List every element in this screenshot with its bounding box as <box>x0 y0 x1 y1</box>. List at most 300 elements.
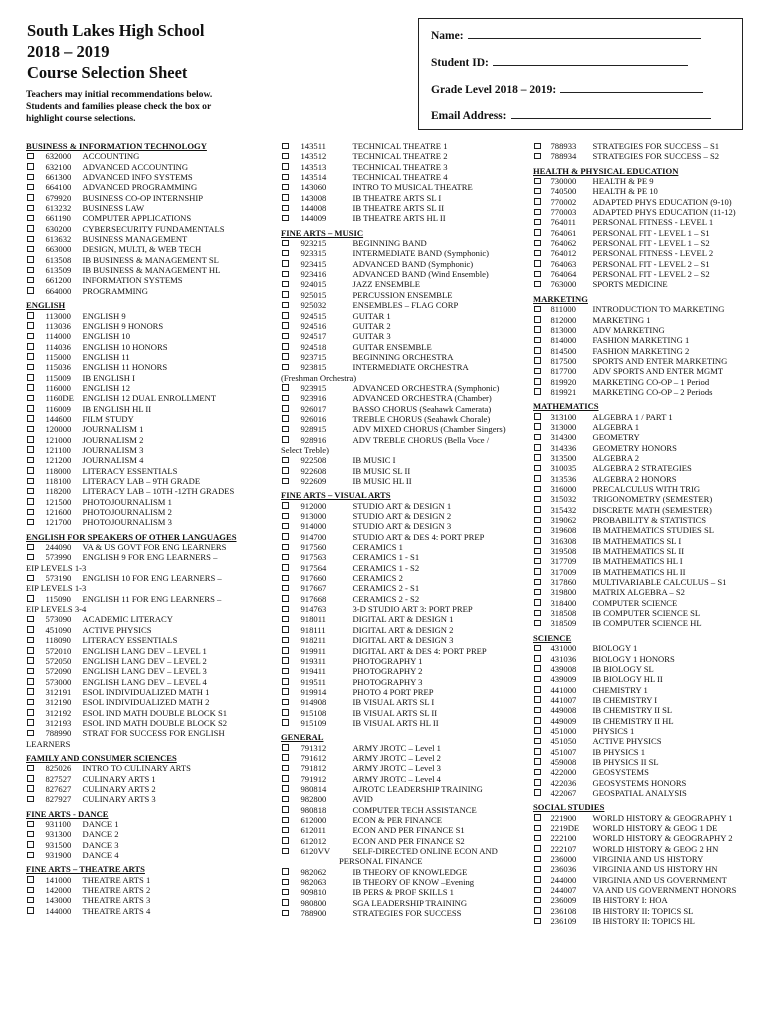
course-row[interactable] <box>281 193 521 203</box>
course-row[interactable] <box>533 885 758 895</box>
course-row[interactable] <box>26 507 252 517</box>
course-checkbox[interactable] <box>282 353 289 360</box>
course-checkbox[interactable] <box>27 153 34 160</box>
course-checkbox[interactable] <box>282 848 289 855</box>
course-checkbox[interactable] <box>534 178 541 185</box>
course-row[interactable] <box>533 767 758 777</box>
course-row[interactable] <box>533 515 758 525</box>
course-checkbox[interactable] <box>534 825 541 832</box>
course-row[interactable] <box>281 887 521 897</box>
course-row[interactable] <box>281 794 521 804</box>
course-checkbox[interactable] <box>27 876 34 883</box>
course-row[interactable] <box>281 898 521 908</box>
course-checkbox[interactable] <box>282 281 289 288</box>
course-checkbox[interactable] <box>534 357 541 364</box>
course-checkbox[interactable] <box>27 184 34 191</box>
course-row[interactable] <box>533 788 758 798</box>
course-row[interactable] <box>533 778 758 788</box>
course-checkbox[interactable] <box>27 509 34 516</box>
course-checkbox[interactable] <box>27 415 34 422</box>
course-checkbox[interactable] <box>282 163 289 170</box>
course-row[interactable] <box>26 193 252 203</box>
course-row[interactable] <box>281 532 521 542</box>
course-checkbox[interactable] <box>282 271 289 278</box>
course-row[interactable] <box>26 497 252 507</box>
course-checkbox[interactable] <box>282 765 289 772</box>
course-row[interactable] <box>281 203 521 213</box>
course-row[interactable] <box>533 577 758 587</box>
course-checkbox[interactable] <box>282 544 289 551</box>
course-row[interactable] <box>533 356 758 366</box>
course-row[interactable] <box>281 542 521 552</box>
course-row[interactable] <box>281 321 521 331</box>
course-row[interactable] <box>26 763 252 773</box>
course-row[interactable] <box>281 687 521 697</box>
course-row[interactable] <box>281 836 521 846</box>
course-row[interactable] <box>281 342 521 352</box>
course-checkbox[interactable] <box>27 907 34 914</box>
course-row[interactable] <box>26 476 252 486</box>
course-row[interactable] <box>533 833 758 843</box>
course-row[interactable] <box>533 366 758 376</box>
course-checkbox[interactable] <box>27 312 34 319</box>
course-checkbox[interactable] <box>27 688 34 695</box>
course-row[interactable] <box>281 867 521 877</box>
course-row[interactable] <box>281 269 521 279</box>
course-row[interactable] <box>533 325 758 335</box>
course-row[interactable] <box>533 598 758 608</box>
course-row[interactable] <box>281 583 521 593</box>
course-row[interactable] <box>281 743 521 753</box>
course-row[interactable] <box>533 525 758 535</box>
name-blank[interactable] <box>468 28 701 39</box>
course-row[interactable] <box>281 404 521 414</box>
course-checkbox[interactable] <box>534 610 541 617</box>
course-checkbox[interactable] <box>534 209 541 216</box>
course-row[interactable] <box>26 466 252 476</box>
course-checkbox[interactable] <box>282 426 289 433</box>
course-row[interactable] <box>533 412 758 422</box>
course-checkbox[interactable] <box>534 434 541 441</box>
course-checkbox[interactable] <box>282 806 289 813</box>
course-row[interactable] <box>26 311 252 321</box>
course-checkbox[interactable] <box>27 657 34 664</box>
course-row[interactable] <box>281 151 521 161</box>
course-checkbox[interactable] <box>27 678 34 685</box>
course-checkbox[interactable] <box>534 599 541 606</box>
course-checkbox[interactable] <box>282 678 289 685</box>
course-row[interactable] <box>533 844 758 854</box>
course-checkbox[interactable] <box>282 260 289 267</box>
course-checkbox[interactable] <box>282 250 289 257</box>
course-row[interactable] <box>26 594 252 604</box>
course-checkbox[interactable] <box>27 775 34 782</box>
course-row[interactable] <box>26 840 252 850</box>
course-checkbox[interactable] <box>282 215 289 222</box>
course-row[interactable] <box>281 784 521 794</box>
course-checkbox[interactable] <box>534 748 541 755</box>
course-row[interactable] <box>26 625 252 635</box>
course-row[interactable] <box>533 141 758 151</box>
course-checkbox[interactable] <box>534 188 541 195</box>
course-checkbox[interactable] <box>282 575 289 582</box>
course-checkbox[interactable] <box>282 240 289 247</box>
course-checkbox[interactable] <box>534 645 541 652</box>
course-checkbox[interactable] <box>27 637 34 644</box>
course-row[interactable] <box>26 687 252 697</box>
course-row[interactable] <box>533 705 758 715</box>
course-row[interactable] <box>26 774 252 784</box>
course-checkbox[interactable] <box>282 343 289 350</box>
course-checkbox[interactable] <box>27 821 34 828</box>
course-checkbox[interactable] <box>27 699 34 706</box>
course-checkbox[interactable] <box>534 758 541 765</box>
course-checkbox[interactable] <box>534 738 541 745</box>
course-checkbox[interactable] <box>27 395 34 402</box>
course-checkbox[interactable] <box>534 486 541 493</box>
course-row[interactable] <box>281 677 521 687</box>
course-row[interactable] <box>533 422 758 432</box>
course-row[interactable] <box>533 217 758 227</box>
course-checkbox[interactable] <box>534 198 541 205</box>
course-checkbox[interactable] <box>534 378 541 385</box>
course-checkbox[interactable] <box>282 395 289 402</box>
course-checkbox[interactable] <box>282 699 289 706</box>
course-checkbox[interactable] <box>534 475 541 482</box>
course-row[interactable] <box>26 286 252 296</box>
course-checkbox[interactable] <box>27 436 34 443</box>
course-checkbox[interactable] <box>534 219 541 226</box>
course-row[interactable] <box>26 819 252 829</box>
course-checkbox[interactable] <box>282 785 289 792</box>
course-checkbox[interactable] <box>534 835 541 842</box>
course-checkbox[interactable] <box>534 907 541 914</box>
course-row[interactable] <box>26 435 252 445</box>
course-row[interactable] <box>533 494 758 504</box>
course-checkbox[interactable] <box>282 457 289 464</box>
course-row[interactable] <box>281 563 521 573</box>
course-checkbox[interactable] <box>282 595 289 602</box>
course-checkbox[interactable] <box>282 533 289 540</box>
course-checkbox[interactable] <box>282 415 289 422</box>
course-row[interactable] <box>26 151 252 161</box>
course-checkbox[interactable] <box>282 585 289 592</box>
course-row[interactable] <box>281 635 521 645</box>
course-checkbox[interactable] <box>27 626 34 633</box>
course-checkbox[interactable] <box>282 796 289 803</box>
course-row[interactable] <box>533 207 758 217</box>
course-checkbox[interactable] <box>282 143 289 150</box>
course-checkbox[interactable] <box>282 626 289 633</box>
course-row[interactable] <box>281 290 521 300</box>
grade-level-blank[interactable] <box>560 82 703 93</box>
course-checkbox[interactable] <box>282 405 289 412</box>
course-row[interactable] <box>533 736 758 746</box>
course-row[interactable] <box>533 248 758 258</box>
course-checkbox[interactable] <box>27 488 34 495</box>
course-row[interactable] <box>281 825 521 835</box>
course-checkbox[interactable] <box>534 665 541 672</box>
course-row[interactable] <box>26 244 252 254</box>
course-checkbox[interactable] <box>534 281 541 288</box>
course-checkbox[interactable] <box>534 506 541 513</box>
course-row[interactable] <box>533 186 758 196</box>
course-checkbox[interactable] <box>282 333 289 340</box>
course-row[interactable] <box>281 656 521 666</box>
course-row[interactable] <box>281 501 521 511</box>
course-checkbox[interactable] <box>27 668 34 675</box>
course-checkbox[interactable] <box>534 444 541 451</box>
course-checkbox[interactable] <box>534 769 541 776</box>
course-row[interactable] <box>533 567 758 577</box>
course-row[interactable] <box>26 728 252 738</box>
course-row[interactable] <box>281 362 521 372</box>
course-row[interactable] <box>281 162 521 172</box>
course-row[interactable] <box>26 666 252 676</box>
course-checkbox[interactable] <box>282 194 289 201</box>
course-row[interactable] <box>533 453 758 463</box>
course-checkbox[interactable] <box>27 719 34 726</box>
course-row[interactable] <box>26 656 252 666</box>
course-row[interactable] <box>533 556 758 566</box>
course-row[interactable] <box>533 813 758 823</box>
course-checkbox[interactable] <box>534 717 541 724</box>
course-row[interactable] <box>533 747 758 757</box>
course-row[interactable] <box>281 141 521 151</box>
course-checkbox[interactable] <box>534 326 541 333</box>
course-checkbox[interactable] <box>534 496 541 503</box>
course-checkbox[interactable] <box>534 306 541 313</box>
course-row[interactable] <box>281 511 521 521</box>
course-row[interactable] <box>281 435 521 445</box>
course-checkbox[interactable] <box>282 879 289 886</box>
course-row[interactable] <box>281 172 521 182</box>
course-checkbox[interactable] <box>282 564 289 571</box>
course-checkbox[interactable] <box>282 647 289 654</box>
course-row[interactable] <box>533 279 758 289</box>
course-checkbox[interactable] <box>534 579 541 586</box>
course-checkbox[interactable] <box>27 267 34 274</box>
course-checkbox[interactable] <box>534 727 541 734</box>
course-checkbox[interactable] <box>534 558 541 565</box>
course-row[interactable] <box>26 677 252 687</box>
student-id-blank[interactable] <box>493 55 688 66</box>
course-row[interactable] <box>281 393 521 403</box>
course-row[interactable] <box>26 383 252 393</box>
course-row[interactable] <box>533 484 758 494</box>
course-row[interactable] <box>281 279 521 289</box>
course-row[interactable] <box>281 908 521 918</box>
course-row[interactable] <box>281 604 521 614</box>
course-row[interactable] <box>533 463 758 473</box>
course-row[interactable] <box>26 718 252 728</box>
course-checkbox[interactable] <box>282 616 289 623</box>
course-checkbox[interactable] <box>534 876 541 883</box>
course-row[interactable] <box>26 342 252 352</box>
course-checkbox[interactable] <box>534 527 541 534</box>
course-checkbox[interactable] <box>27 374 34 381</box>
course-row[interactable] <box>281 331 521 341</box>
course-row[interactable] <box>533 259 758 269</box>
grade-level-field[interactable] <box>431 82 703 96</box>
course-checkbox[interactable] <box>534 897 541 904</box>
course-checkbox[interactable] <box>534 240 541 247</box>
course-checkbox[interactable] <box>282 606 289 613</box>
course-row[interactable] <box>281 614 521 624</box>
course-checkbox[interactable] <box>27 498 34 505</box>
course-checkbox[interactable] <box>534 388 541 395</box>
course-row[interactable] <box>26 414 252 424</box>
course-row[interactable] <box>26 352 252 362</box>
course-checkbox[interactable] <box>282 467 289 474</box>
course-row[interactable] <box>533 895 758 905</box>
course-checkbox[interactable] <box>534 789 541 796</box>
course-checkbox[interactable] <box>282 817 289 824</box>
course-row[interactable] <box>533 387 758 397</box>
course-checkbox[interactable] <box>282 637 289 644</box>
course-checkbox[interactable] <box>534 918 541 925</box>
course-checkbox[interactable] <box>534 856 541 863</box>
course-checkbox[interactable] <box>27 457 34 464</box>
course-checkbox[interactable] <box>282 910 289 917</box>
course-row[interactable] <box>26 255 252 265</box>
course-checkbox[interactable] <box>282 837 289 844</box>
course-row[interactable] <box>281 877 521 887</box>
course-row[interactable] <box>281 815 521 825</box>
course-checkbox[interactable] <box>27 616 34 623</box>
course-checkbox[interactable] <box>534 517 541 524</box>
course-checkbox[interactable] <box>27 277 34 284</box>
course-checkbox[interactable] <box>27 478 34 485</box>
course-row[interactable] <box>533 474 758 484</box>
course-row[interactable] <box>26 895 252 905</box>
course-checkbox[interactable] <box>282 688 289 695</box>
course-row[interactable] <box>26 829 252 839</box>
course-checkbox[interactable] <box>27 897 34 904</box>
course-row[interactable] <box>533 346 758 356</box>
course-checkbox[interactable] <box>27 364 34 371</box>
course-row[interactable] <box>533 228 758 238</box>
course-checkbox[interactable] <box>27 343 34 350</box>
course-checkbox[interactable] <box>282 302 289 309</box>
course-row[interactable] <box>533 695 758 705</box>
course-checkbox[interactable] <box>534 337 541 344</box>
course-checkbox[interactable] <box>534 696 541 703</box>
course-row[interactable] <box>533 315 758 325</box>
course-checkbox[interactable] <box>27 730 34 737</box>
course-row[interactable] <box>26 213 252 223</box>
course-row[interactable] <box>533 654 758 664</box>
course-row[interactable] <box>26 362 252 372</box>
course-row[interactable] <box>26 404 252 414</box>
course-row[interactable] <box>281 594 521 604</box>
course-checkbox[interactable] <box>534 454 541 461</box>
course-row[interactable] <box>281 238 521 248</box>
course-row[interactable] <box>533 906 758 916</box>
course-checkbox[interactable] <box>27 647 34 654</box>
course-row[interactable] <box>533 151 758 161</box>
course-row[interactable] <box>26 203 252 213</box>
course-checkbox[interactable] <box>534 589 541 596</box>
course-checkbox[interactable] <box>27 205 34 212</box>
course-row[interactable] <box>26 784 252 794</box>
course-row[interactable] <box>26 393 252 403</box>
course-row[interactable] <box>281 352 521 362</box>
course-row[interactable] <box>533 608 758 618</box>
course-row[interactable] <box>26 635 252 645</box>
course-row[interactable] <box>26 875 252 885</box>
course-checkbox[interactable] <box>27 467 34 474</box>
course-row[interactable] <box>26 486 252 496</box>
course-row[interactable] <box>26 275 252 285</box>
course-row[interactable] <box>281 708 521 718</box>
course-row[interactable] <box>533 685 758 695</box>
course-checkbox[interactable] <box>534 548 541 555</box>
course-row[interactable] <box>533 864 758 874</box>
course-checkbox[interactable] <box>27 554 34 561</box>
course-row[interactable] <box>26 224 252 234</box>
course-checkbox[interactable] <box>282 364 289 371</box>
course-checkbox[interactable] <box>282 502 289 509</box>
email-blank[interactable] <box>511 108 711 119</box>
course-row[interactable] <box>26 614 252 624</box>
course-row[interactable] <box>533 726 758 736</box>
course-row[interactable] <box>26 424 252 434</box>
course-row[interactable] <box>533 757 758 767</box>
course-checkbox[interactable] <box>534 143 541 150</box>
course-checkbox[interactable] <box>27 225 34 232</box>
course-row[interactable] <box>533 823 758 833</box>
course-checkbox[interactable] <box>27 194 34 201</box>
course-checkbox[interactable] <box>534 229 541 236</box>
course-row[interactable] <box>533 238 758 248</box>
course-row[interactable] <box>26 542 252 552</box>
course-row[interactable] <box>281 763 521 773</box>
course-row[interactable] <box>26 373 252 383</box>
course-checkbox[interactable] <box>27 841 34 848</box>
course-row[interactable] <box>533 269 758 279</box>
course-row[interactable] <box>281 466 521 476</box>
course-row[interactable] <box>533 546 758 556</box>
course-row[interactable] <box>533 587 758 597</box>
course-row[interactable] <box>26 885 252 895</box>
course-checkbox[interactable] <box>27 287 34 294</box>
course-row[interactable] <box>281 300 521 310</box>
email-field[interactable] <box>431 108 711 122</box>
course-checkbox[interactable] <box>534 814 541 821</box>
course-checkbox[interactable] <box>27 215 34 222</box>
course-row[interactable] <box>26 445 252 455</box>
course-checkbox[interactable] <box>282 312 289 319</box>
course-row[interactable] <box>26 697 252 707</box>
course-row[interactable] <box>26 321 252 331</box>
student-id-field[interactable] <box>431 55 688 69</box>
course-row[interactable] <box>281 718 521 728</box>
course-row[interactable] <box>281 666 521 676</box>
course-row[interactable] <box>533 916 758 926</box>
course-checkbox[interactable] <box>27 446 34 453</box>
course-row[interactable] <box>281 573 521 583</box>
course-row[interactable] <box>26 573 252 583</box>
course-row[interactable] <box>533 618 758 628</box>
course-row[interactable] <box>533 674 758 684</box>
course-checkbox[interactable] <box>534 779 541 786</box>
course-checkbox[interactable] <box>534 620 541 627</box>
course-row[interactable] <box>281 753 521 763</box>
course-checkbox[interactable] <box>534 866 541 873</box>
course-checkbox[interactable] <box>27 831 34 838</box>
course-checkbox[interactable] <box>282 513 289 520</box>
